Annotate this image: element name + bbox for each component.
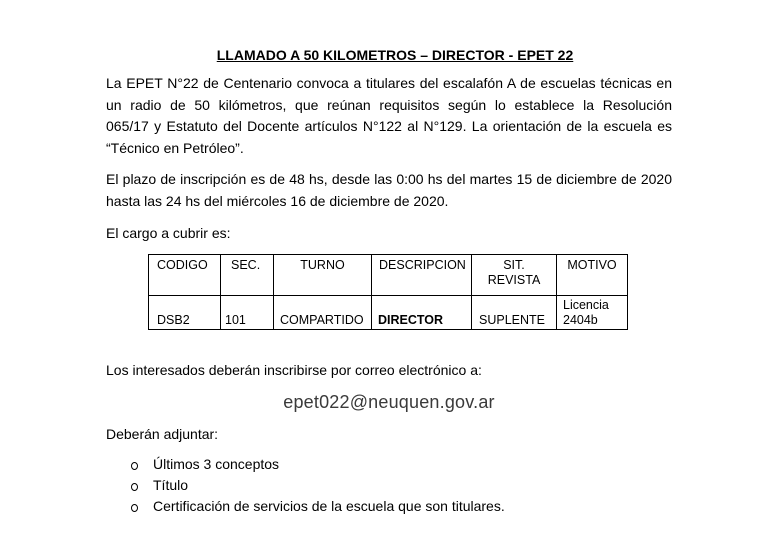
cell-descripcion: DIRECTOR	[372, 296, 472, 330]
deadline-paragraph	[106, 169, 672, 212]
attachments-label: Deberán adjuntar:	[106, 426, 219, 442]
column-header-descripcion: DESCRIPCION	[372, 255, 472, 296]
column-header-motivo: MOTIVO	[557, 255, 628, 296]
list-item	[106, 496, 672, 517]
intro-line: 065/17 y Estatuto del Docente artículos N°122 al N°129. La orientación de la escuela es	[106, 118, 672, 135]
intro-line: un radio de 50 kilómetros, que reúnan requisitos según lo establece la Resolución	[106, 96, 672, 113]
deadline-line: El plazo de inscripción es de 48 hs, desde las 0:00 hs del martes 15 de diciembre de 2020	[106, 171, 672, 187]
list-item-text: Certificación de servicios de la escuela que son titulares.	[153, 498, 505, 514]
contact-label: Los interesados deberán inscribirse por correo electrónico a:	[106, 362, 482, 378]
column-header-sit-revista: SIT. REVISTA	[472, 255, 557, 296]
position-label: El cargo a cubrir es:	[106, 225, 231, 241]
deadline-line: hasta las 24 hs del miércoles 16 de diciembre de 2020.	[106, 192, 449, 209]
list-item	[106, 475, 672, 496]
cell-turno: COMPARTIDO	[274, 296, 372, 330]
cell-motivo: Licencia 2404b	[557, 296, 628, 330]
cell-sit-revista: SUPLENTE	[472, 296, 557, 330]
cell-sec: 101	[221, 296, 274, 330]
cell-codigo: DSB2	[149, 296, 221, 330]
column-header-sec: SEC.	[221, 255, 274, 296]
circle-bullet-icon	[131, 483, 138, 491]
list-item-text: Últimos 3 conceptos	[153, 456, 280, 472]
table-row	[149, 296, 628, 330]
contact-email: epet022@neuquen.gov.ar	[283, 392, 495, 412]
document-title: LLAMADO A 50 KILOMETROS – DIRECTOR - EPET 22	[216, 47, 574, 63]
list-item-text: Título	[153, 477, 189, 493]
circle-bullet-icon	[131, 504, 138, 512]
intro-paragraph	[106, 73, 672, 160]
table-header-row	[149, 255, 628, 296]
intro-line: La EPET N°22 de Centenario convoca a titulares del escalafón A de escuelas técnicas en	[106, 75, 672, 91]
list-item	[106, 454, 672, 475]
column-header-codigo: CODIGO	[149, 255, 221, 296]
attachments-list	[106, 454, 672, 520]
intro-line: “Técnico en Petróleo”.	[106, 140, 244, 157]
column-header-turno: TURNO	[274, 255, 372, 296]
position-table	[148, 254, 628, 330]
circle-bullet-icon	[131, 462, 138, 470]
